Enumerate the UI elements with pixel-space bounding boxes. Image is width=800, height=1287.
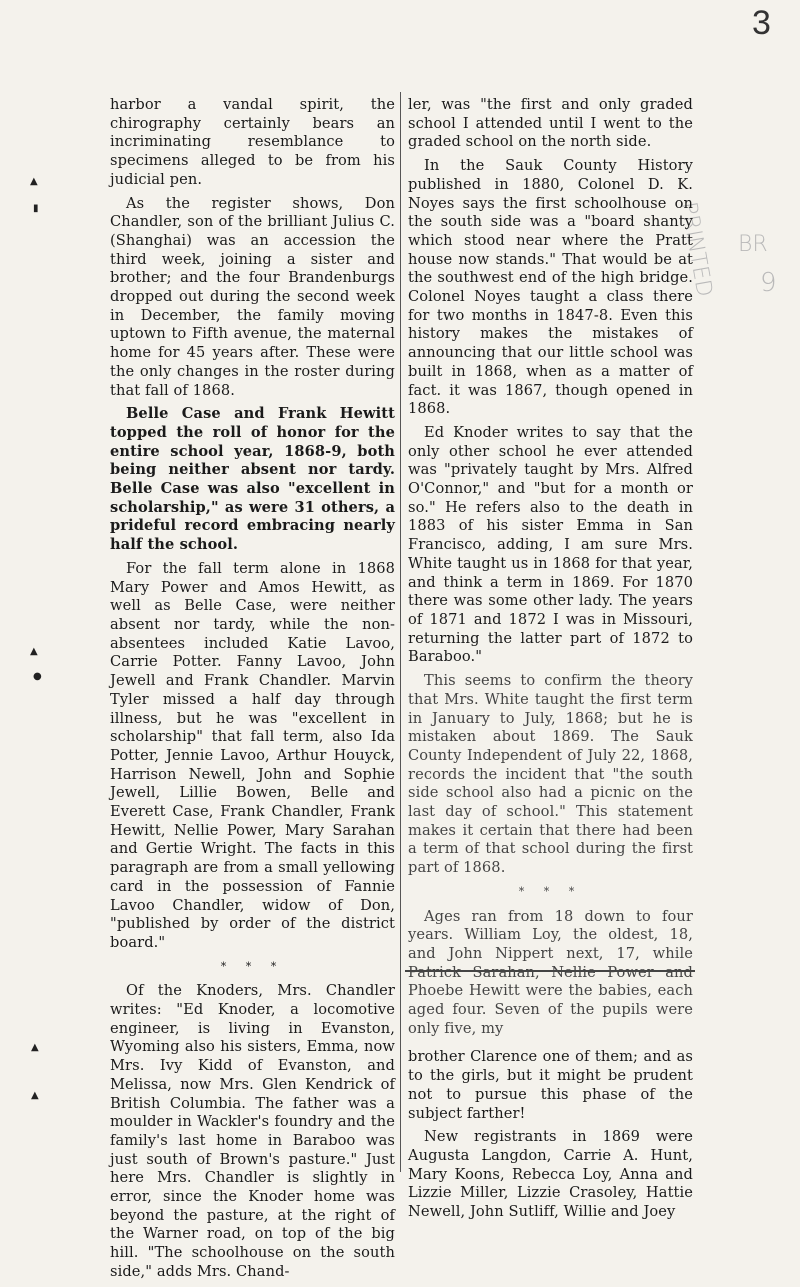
paragraph: Of the Knoders, Mrs. Chandler writes: "Ed Knoder, a locomotive engineer, is living in Evanston, Wyoming also his sisters, Emma, now Mrs. Ivy Kidd of Evanston, and Melissa, now Mrs. Glen Kendrick of British Columbia. The father was a moulder in Wackler's foundry and the family's last home in Baraboo was just south of Brown's pasture." Just here Mrs. Chandler is slightly in error, since the Knoder home was beyond the pasture, at the right of the Warner road, on top of the big hill. "The schoolhouse on the south side," adds Mrs. Chand- <box>110 982 395 1280</box>
paragraph: For the fall term alone in 1868 Mary Power and Amos Hewitt, as well as Belle Case, were neither absent nor tardy, while the non-absentees included Katie Lavoo, Carrie Potter. Fanny Lavoo, John Jewell and Frank Chandler. Marvin Tyler missed a half day through illness, but he was "excellent in scholarship" that fall term, also Ida Potter, Jennie Lavoo, Arthur Houyck, Harrison Newell, John and Sophie Jewell, Lillie Bowen, Belle and Everett Case, Frank Chandler, Frank Hewitt, Nellie Power, Mary Sarahan and Gertie Wright. The facts in this paragraph are from a small yellowing card in the possession of Fannie Lavoo Chandler, widow of Don, "published by order of the district board." <box>110 559 395 951</box>
column-divider <box>400 92 401 1172</box>
paragraph: brother Clarence one of them; and as to the girls, but it might be prudent not to pursue this phase of the subject farther! <box>408 1048 693 1122</box>
margin-mark: ▲ <box>31 1090 39 1101</box>
paragraph: As the register shows, Don Chandler, son of the brilliant Julius C. (Shanghai) was an accession the third week, joining a sister and brother; and the four Brandenburgs dropped out during the second week in December, the family moving uptown to Fifth avenue, the maternal home for 45 years after. These were the only changes in the roster during that fall of 1868. <box>110 194 395 399</box>
margin-mark: ▲ <box>30 646 38 657</box>
section-separator: * * * <box>220 959 285 973</box>
margin-mark: ▮ <box>33 203 39 214</box>
page-number: 3 <box>752 4 771 42</box>
margin-note-printed: PRINTED <box>675 200 717 299</box>
margin-note-number: 9 <box>760 268 777 298</box>
margin-mark: ▲ <box>30 176 38 187</box>
paragraph: harbor a vandal spirit, the chirography certainly bears an incriminating resemblance to specimens alleged to be from his judicial pen. <box>110 96 395 188</box>
paragraph: In the Sauk County History published in 1880, Colonel D. K. Noyes says the first schoolhouse on the south side was a "board shanty which stood near where the Pratt house now stands." That would be at the southwest end of the high bridge. Colonel Noyes taught a class there for two months in 1847-8. Even this history makes the mistakes of announcing that our little school was built in 1868, when as a matter of fact. it was 1867, though opened in 1868. <box>408 157 693 418</box>
left-text-column <box>110 96 395 1287</box>
paragraph: ler, was "the first and only graded school I attended until I went to the graded school on the north side. <box>408 96 693 151</box>
paragraph: New registrants in 1869 were Augusta Langdon, Carrie A. Hunt, Mary Koons, Rebecca Loy, Anna and Lizzie Miller, Lizzie Crasoley, Hattie Newell, John Sutliff, Willie and Joey <box>408 1128 693 1221</box>
margin-mark: ● <box>33 671 42 682</box>
margin-note-br: BR <box>738 232 768 257</box>
right-text-column <box>408 96 693 1227</box>
paragraph: Ages ran from 18 down to four years. William Loy, the oldest, 18, and John Nippert next, 17, while Patrick Sarahan, Nellie Power and Phoebe Hewitt were the babies, each aged four. Seven of the pupils were only five, my <box>408 907 693 1037</box>
paragraph: Ed Knoder writes to say that the only other school he ever attended was "privately taught by Mrs. Alfred O'Connor," and "but for a month or so." He refers also to the death in 1883 of his sister Emma in San Francisco, adding, I am sure Mrs. White taught us in 1868 for that year, and think a term in 1869. For 1870 there was some other lady. The years of 1871 and 1872 I was in Missouri, returning the latter part of 1872 to Baraboo." <box>408 423 693 666</box>
paragraph: This seems to confirm the theory that Mrs. White taught the first term in January to July, 1868; but he is mistaken about 1869. The Sauk County Independent of July 22, 1868, records the incident that "the south side school also had a picnic on the last day of school." This statement makes it certain that there had been a term of that school during the first part of 1868. <box>408 672 693 877</box>
paragraph: Belle Case and Frank Hewitt topped the roll of honor for the entire school year, 1868-9, both being neither absent nor tardy. Belle Case was also "excellent in scholarship," as were 31 others, a prideful record embracing nearly half the school. <box>110 405 395 554</box>
section-separator: * * * <box>518 884 583 898</box>
margin-mark: ▲ <box>31 1042 39 1053</box>
